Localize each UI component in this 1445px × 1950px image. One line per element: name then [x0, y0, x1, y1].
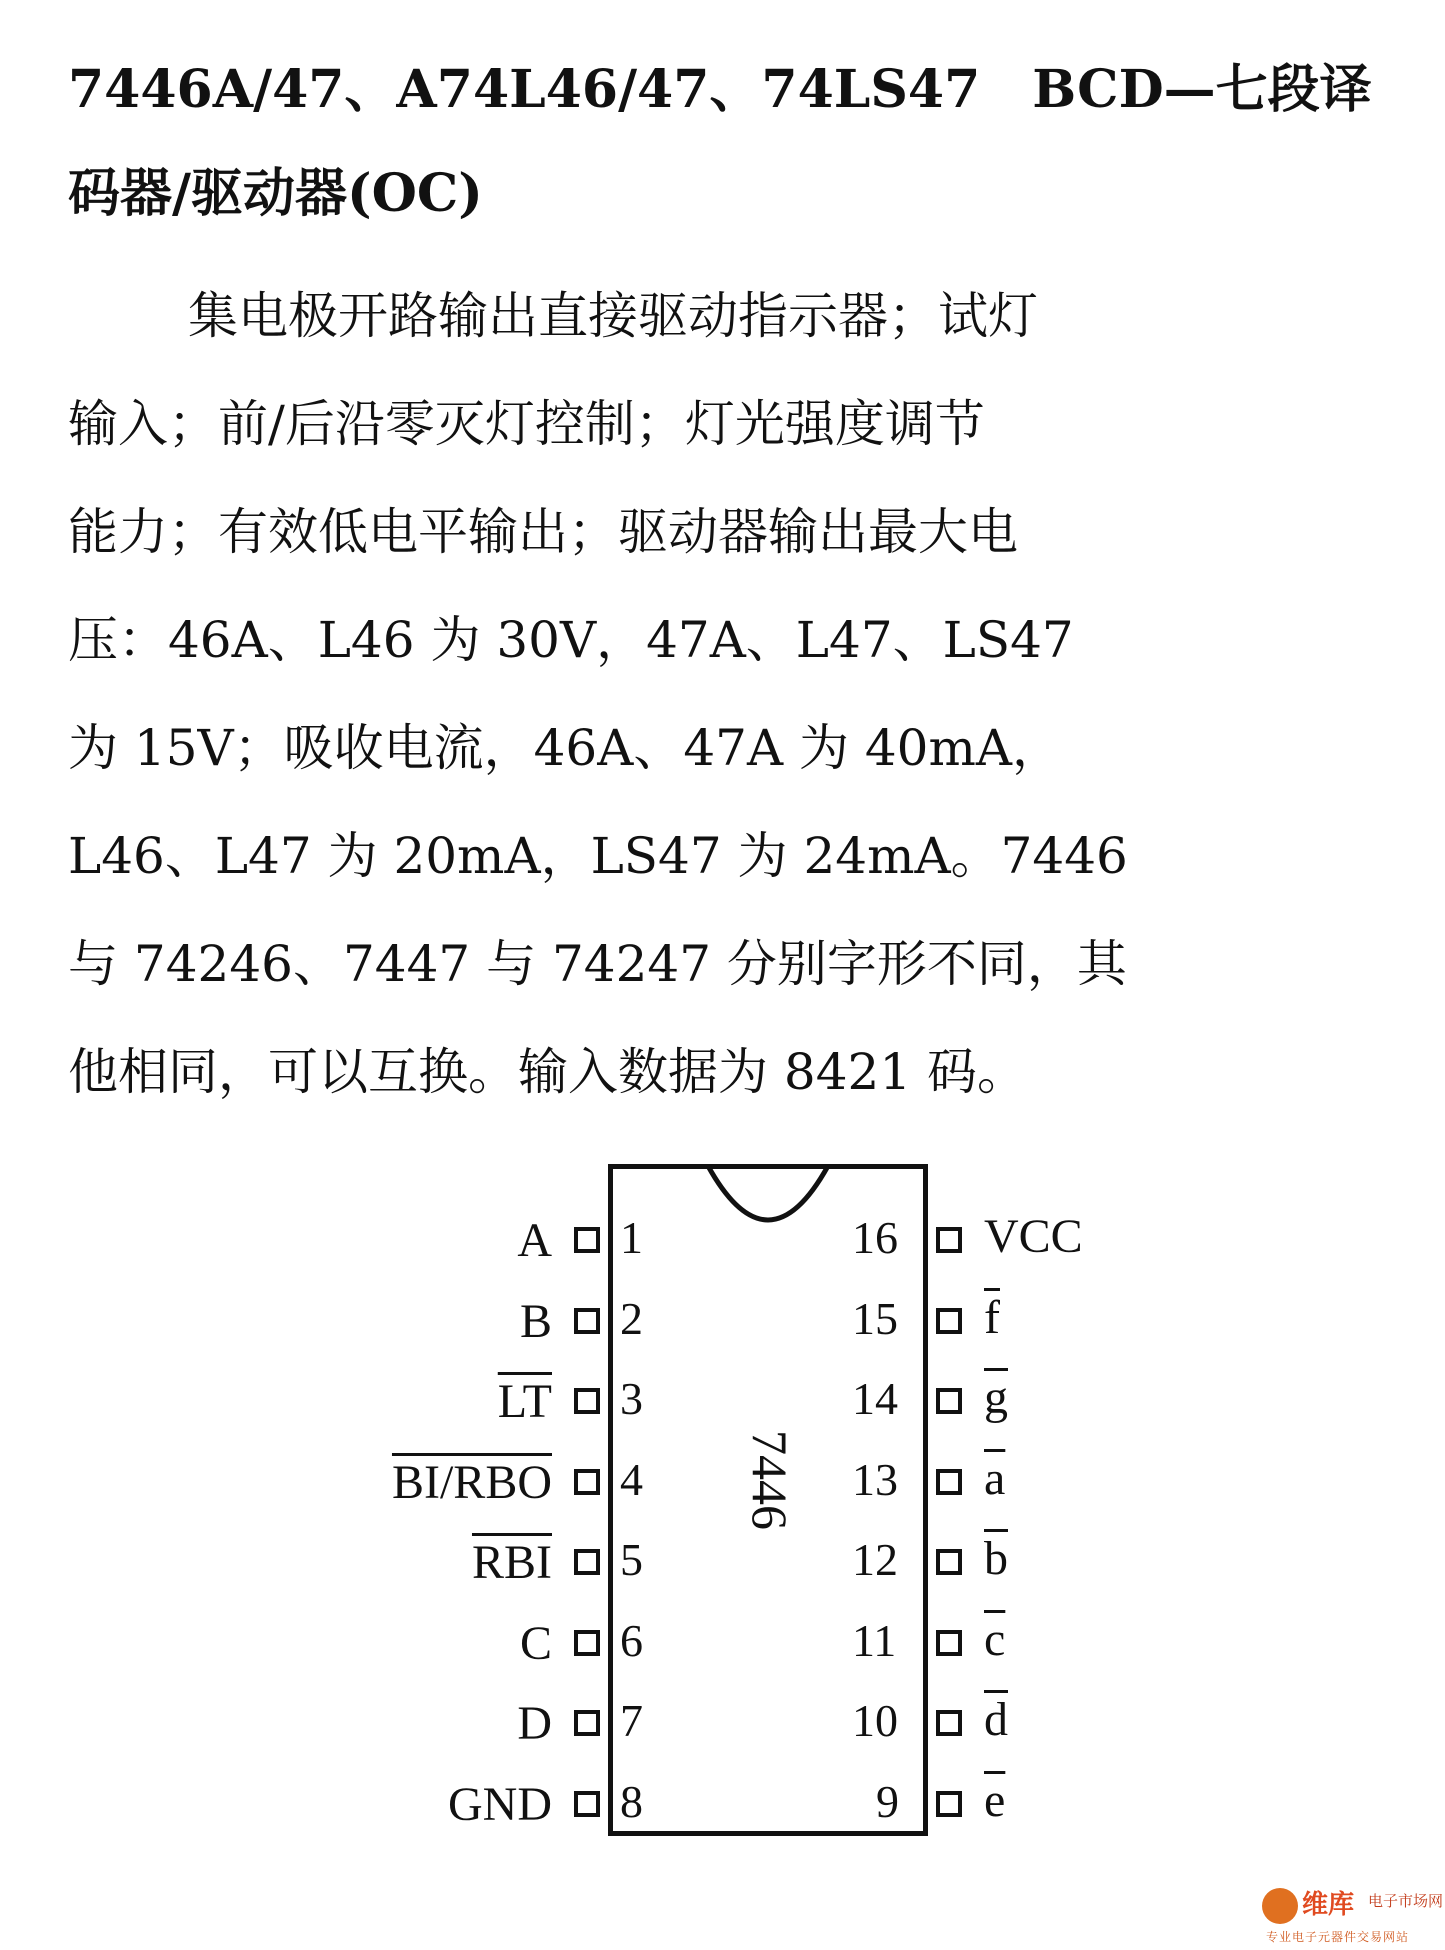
pin-number: 12 — [852, 1534, 898, 1585]
pin-box-left — [574, 1388, 600, 1414]
pin-number: 1 — [620, 1212, 643, 1263]
body-line: 他相同，可以互换。输入数据为 8421 码。 — [68, 1043, 1028, 1101]
watermark-sub: 电子市场网 — [1368, 1892, 1444, 1910]
pin-number: 2 — [620, 1292, 643, 1344]
pin-name: BI/RBO — [391, 1455, 552, 1509]
pin-box-right — [936, 1469, 962, 1495]
pin-number: 7 — [620, 1695, 643, 1746]
pin-name: A — [517, 1214, 552, 1267]
pin-name: $\overline{c}$ — [984, 1612, 1006, 1666]
pin-box-left — [574, 1227, 600, 1253]
pin-box-left — [574, 1549, 600, 1575]
pin-box-right — [936, 1630, 962, 1656]
pin-name: $\overline{a}$ — [984, 1451, 1006, 1505]
pin-number: 8 — [620, 1775, 643, 1827]
pin-name: $\overline{g}$ — [984, 1371, 1008, 1424]
pin-number: 4 — [620, 1453, 643, 1505]
title-line-2: 码器/驱动器(OC) — [68, 163, 483, 224]
watermark-tagline: 专业电子元器件交易网站 — [1266, 1930, 1410, 1944]
ic-notch — [706, 1164, 830, 1226]
body-line: 为 15V；吸收电流，46A、47A 为 40mA， — [68, 719, 1063, 777]
pin-number: 11 — [852, 1614, 897, 1666]
watermark-main: 维库 — [1302, 1890, 1355, 1920]
body-line: 压：46A、L46 为 30V，47A、L47、LS47 — [68, 611, 1074, 669]
pin-name: D — [517, 1697, 552, 1750]
description-paragraph — [68, 262, 1318, 1126]
pin-number: 6 — [620, 1614, 643, 1666]
pin-box-right — [936, 1549, 962, 1575]
watermark — [1262, 1884, 1442, 1948]
pin-name: VCC — [984, 1210, 1083, 1263]
chip-label: 7446 — [742, 1430, 798, 1530]
pin-number: 3 — [620, 1373, 643, 1424]
pin-box-left — [574, 1710, 600, 1736]
pin-name: $\overline{f}$ — [984, 1290, 1000, 1344]
body-line: L46、L47 为 20mA，LS47 为 24mA。7446 — [68, 827, 1128, 885]
title-line-1: 7446A/47、A74L46/47、74LS47 BCD—七段译 — [68, 59, 1372, 120]
pin-box-right — [936, 1227, 962, 1253]
pin-name: $\overline{LT}$ — [497, 1375, 552, 1428]
pin-name: B — [519, 1294, 552, 1348]
pin-number: 5 — [620, 1534, 643, 1585]
pin-box-left — [574, 1791, 600, 1817]
pin-number: 13 — [852, 1453, 898, 1505]
body-line: 能力；有效低电平输出；驱动器输出最大电 — [68, 503, 1018, 561]
pin-box-left — [574, 1469, 600, 1495]
pin-name: $\overline{e}$ — [984, 1773, 1006, 1827]
body-line: 与 74246、7447 与 74247 分别字形不同，其 — [68, 935, 1127, 993]
pin-box-left — [574, 1630, 600, 1656]
pin-box-right — [936, 1388, 962, 1414]
pin-box-right — [936, 1308, 962, 1334]
pin-number: 15 — [852, 1292, 898, 1344]
pin-name: $\overline{d}$ — [984, 1693, 1008, 1746]
pin-name: C — [519, 1616, 552, 1670]
pin-number: 14 — [852, 1373, 898, 1424]
pin-number: 16 — [852, 1212, 898, 1263]
body-line: 集电极开路输出直接驱动指示器；试灯 — [188, 287, 1038, 345]
document-title — [68, 38, 1418, 246]
pin-box-right — [936, 1791, 962, 1817]
pin-number: 9 — [876, 1775, 899, 1827]
body-line: 输入；前/后沿零灭灯控制；灯光强度调节 — [68, 395, 985, 453]
pin-name: $\overline{b}$ — [984, 1532, 1008, 1585]
pin-name: GND — [448, 1777, 552, 1831]
pin-box-left — [574, 1308, 600, 1334]
pin-number: 10 — [852, 1695, 898, 1746]
watermark-logo-icon — [1262, 1888, 1298, 1924]
pin-name: $\overline{RBI}$ — [471, 1536, 552, 1589]
pin-box-right — [936, 1710, 962, 1736]
